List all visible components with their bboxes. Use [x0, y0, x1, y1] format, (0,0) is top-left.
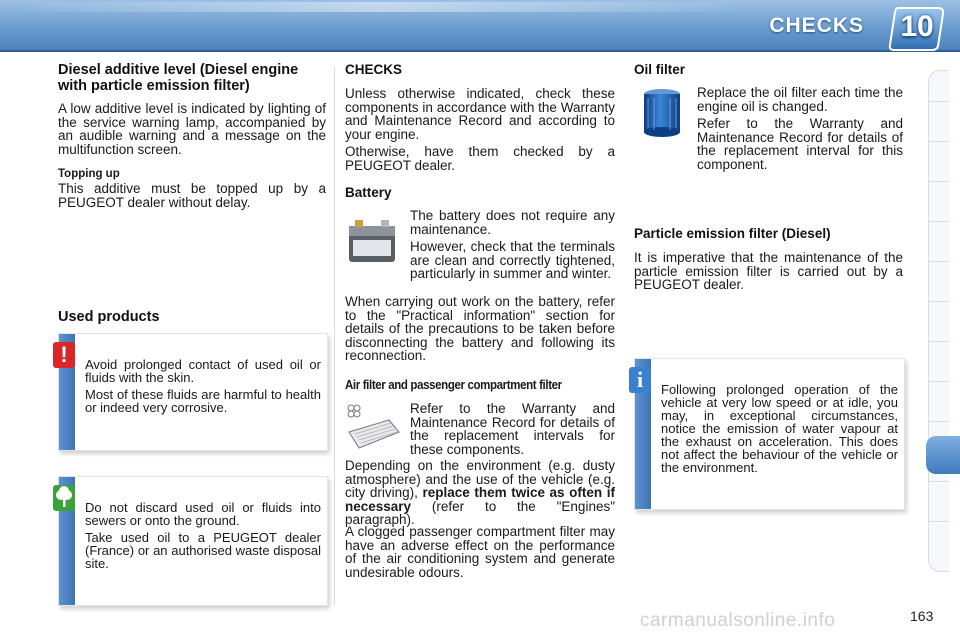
- air-filter-text-block: [410, 402, 615, 460]
- air-filter-text-1: Refer to the Warranty and Maintenance Record for details of the replacement intervals for these components.: [410, 401, 615, 457]
- topping-up-body: This additive must be topped up by a PEUGEOT dealer without delay.: [58, 181, 326, 210]
- environment-tree-icon: [53, 485, 75, 511]
- info-i-icon: i: [629, 367, 651, 393]
- info-box-body: [661, 383, 898, 478]
- oil-filter-text-1: Replace the oil filter each time the engine oil is changed.: [697, 85, 903, 114]
- warning-exclamation-icon: !: [53, 342, 75, 368]
- warning-box-body: [85, 358, 321, 418]
- chapter-title: CHECKS: [769, 14, 864, 37]
- checks-text-2: Otherwise, have them checked by a PEUGEOT dealer.: [345, 144, 615, 173]
- battery-text-block: [410, 209, 615, 285]
- particle-filter-text: It is imperative that the maintenance of the particle emission filter is carried out by a PEUGEOT dealer.: [634, 250, 903, 292]
- car-battery-illustration: [345, 214, 401, 266]
- chapter-index-tabs: [928, 70, 949, 572]
- battery-text-3: When carrying out work on the battery, refer to the "Practical information" section for details of the precautions to be taken before disconnecting the battery and following its reconnection.: [345, 294, 615, 363]
- air-filter-illustration: [345, 402, 403, 454]
- warning-text-1: Avoid prolonged contact of used oil or fluids with the skin.: [85, 357, 321, 385]
- left-column: [58, 62, 326, 213]
- header-shine: [0, 2, 760, 12]
- air-filter-text-3: A clogged passenger compartment filter may have an adverse effect on the performance of the air conditioning system and generate undesirable odours.: [345, 524, 615, 580]
- battery-text-2: However, check that the terminals are clean and correctly tightened, particularly in summer and winter.: [410, 239, 615, 281]
- oil-filter-heading: Oil filter: [634, 62, 686, 77]
- diesel-additive-body: A low additive level is indicated by lighting of the service warning lamp, accompanied by an audible warning and a message on the multifunction screen.: [58, 101, 326, 157]
- oil-filter-text-block: [697, 86, 903, 175]
- used-products-heading: Used products: [58, 309, 160, 325]
- diesel-additive-heading: Diesel additive level (Diesel engine with particle emission filter): [58, 62, 299, 94]
- battery-text-1: The battery does not require any maintenance.: [410, 208, 615, 237]
- topping-up-heading: Topping up: [58, 168, 120, 180]
- info-text-1: Following prolonged operation of the vehicle at very low speed or at idle, you may, in exceptional circumstances, notice the emission of water vapour at the exhaust on acceleration. This does not affect the behaviour of the vehicle or the environment.: [661, 382, 898, 475]
- eco-text-1: Do not discard used oil or fluids into sewers or onto the ground.: [85, 500, 321, 528]
- battery-heading: Battery: [345, 185, 392, 200]
- eco-box: [58, 476, 328, 606]
- checks-text-1: Unless otherwise indicated, check these components in accordance with the Warranty and Maintenance Record and according to your engine.: [345, 86, 615, 142]
- air-filter-text-2: [345, 459, 615, 527]
- middle-column: [345, 62, 615, 176]
- page-number: 163: [910, 608, 934, 624]
- warning-text-2: Most of these fluids are harmful to health or indeed very corrosive.: [85, 387, 321, 415]
- eco-text-2: Take used oil to a PEUGEOT dealer (France) or an authorised waste disposal site.: [85, 530, 321, 571]
- air-filter-heading: Air filter and passenger compartment filter: [345, 378, 562, 392]
- air-filter-text-2-start: Depending on the environment (e.g. dusty atmosphere) and the use of the vehicle (e.g. city driving),: [345, 458, 615, 500]
- active-chapter-tab[interactable]: [926, 436, 960, 474]
- chapter-number: 10: [900, 10, 934, 43]
- eco-box-body: [85, 501, 321, 574]
- air-filter-text-2-bold: replace them twice as often if necessary: [345, 485, 615, 514]
- oil-filter-text-2: Refer to the Warranty and Maintenance Record for details of the replacement interval for this component.: [697, 116, 903, 172]
- watermark: carmanualsonline.info: [640, 610, 836, 631]
- oil-filter-illustration: [640, 86, 684, 140]
- checks-heading: CHECKS: [345, 62, 403, 77]
- warning-box: [58, 333, 328, 451]
- info-box: [634, 358, 905, 510]
- air-filter-text-2-end: (refer to the "Engines" paragraph).: [345, 498, 615, 527]
- particle-filter-heading: Particle emission filter (Diesel): [634, 226, 831, 241]
- column-separator: [334, 66, 335, 606]
